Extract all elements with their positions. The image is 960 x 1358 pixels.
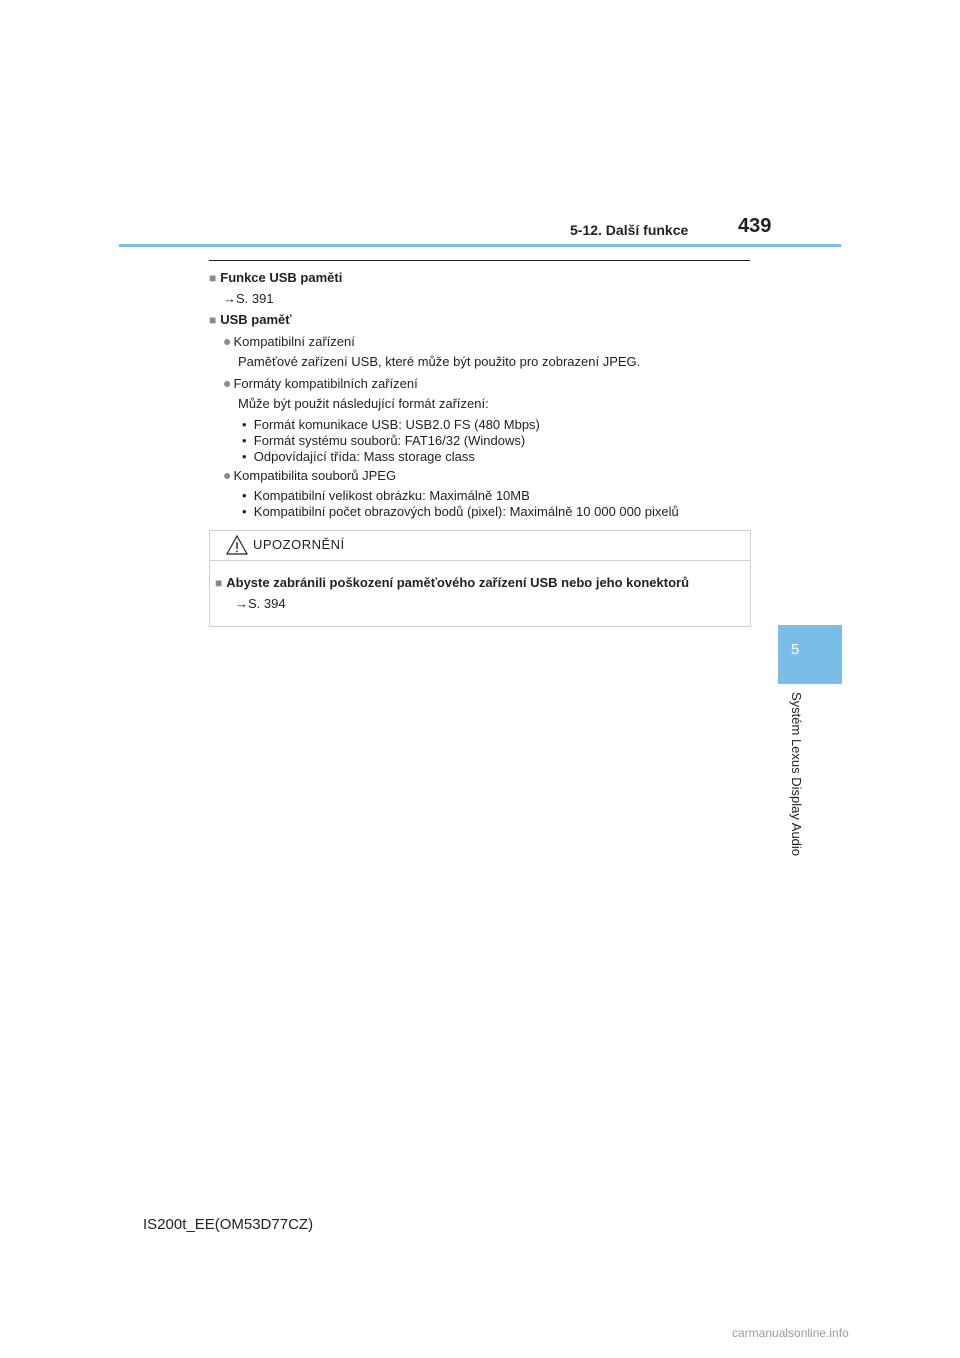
page-reference: →S. 391 — [223, 291, 274, 306]
sub-bullet: • Odpovídající třída: Mass storage class — [242, 449, 475, 464]
item-title: Formáty kompatibilních zařízení — [233, 376, 418, 391]
round-bullet-icon: ● — [223, 333, 232, 349]
list-item — [223, 467, 396, 483]
section-heading-usb-memory — [209, 312, 292, 327]
sub-bullet: • Formát komunikace USB: USB2.0 FS (480 Mbps) — [242, 417, 540, 432]
square-bullet-icon: ■ — [209, 313, 217, 327]
item-text: Může být použit následující formát zařízení: — [238, 396, 489, 411]
header-rule — [119, 244, 841, 247]
side-label-wrap — [784, 692, 806, 882]
footer-model: IS200t_EE(OM53D77CZ) — [143, 1216, 314, 1233]
caution-label: UPOZORNĚNÍ — [253, 537, 345, 552]
caution-heading-text: Abyste zabránili poškození paměťového zařízení USB nebo jeho konektorů — [226, 575, 690, 590]
list-item — [223, 375, 418, 391]
side-label: Systém Lexus Display Audio — [789, 692, 804, 857]
side-tab-number: 5 — [790, 641, 800, 658]
item-title: Kompatibilita souborů JPEG — [233, 468, 397, 483]
round-bullet-icon: ● — [223, 375, 232, 391]
page-number: 439 — [738, 215, 772, 237]
list-item — [223, 333, 355, 349]
section-heading-text: Funkce USB paměti — [220, 270, 343, 285]
warning-triangle-icon — [226, 535, 248, 555]
item-text: Paměťové zařízení USB, které může být použito pro zobrazení JPEG. — [238, 354, 641, 369]
caution-header — [210, 531, 750, 561]
watermark: carmanualsonline.info — [732, 1326, 849, 1340]
caution-heading — [215, 575, 689, 590]
header-title: 5-12. Další funkce — [570, 222, 689, 238]
item-title: Kompatibilní zařízení — [233, 334, 355, 349]
sub-bullet: • Formát systému souborů: FAT16/32 (Windows) — [242, 433, 526, 448]
sub-bullet: • Kompatibilní velikost obrázku: Maximálně 10MB — [242, 488, 530, 503]
section-heading-usb-function — [209, 270, 342, 285]
content-rule — [209, 260, 750, 261]
section-heading-text: USB paměť — [220, 312, 292, 327]
round-bullet-icon: ● — [223, 467, 232, 483]
sub-bullet: • Kompatibilní počet obrazových bodů (pixel): Maximálně 10 000 000 pixelů — [242, 504, 679, 519]
caution-reference: →S. 394 — [235, 596, 286, 611]
square-bullet-icon: ■ — [215, 576, 223, 590]
caution-box — [209, 530, 751, 627]
square-bullet-icon: ■ — [209, 271, 217, 285]
